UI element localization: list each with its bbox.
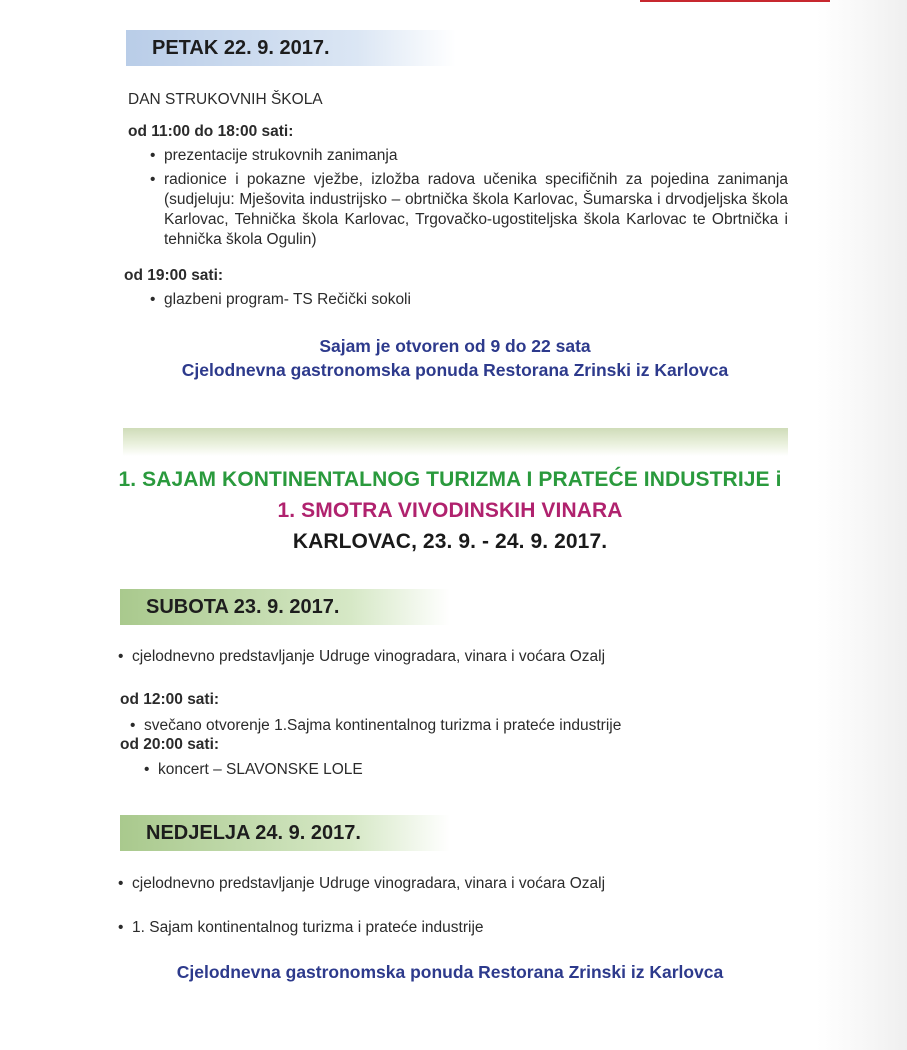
event-title-line1: 1. SAJAM KONTINENTALNOG TURIZMA I PRATEĆE INDUSTRIJE i	[118, 468, 782, 491]
sunday-fair-item: • 1. Sajam kontinentalnog turizma i prateće industrije	[132, 918, 484, 938]
saturday-allday-item: • cjelodnevno predstavljanje Udruge vinogradara, vinara i voćara Ozalj	[132, 647, 605, 667]
event-title-line2: 1. SMOTRA VIVODINSKIH VINARA	[277, 499, 623, 522]
fair-hours: Sajam je otvoren od 9 do 22 sata	[319, 336, 591, 356]
friday-slot1-item: • prezentacije strukovnih zanimanja	[164, 146, 397, 166]
sunday-allday-item: • cjelodnevno predstavljanje Udruge vinogradara, vinara i voćara Ozalj	[132, 874, 605, 894]
friday-date-band	[126, 30, 456, 66]
friday-slot2-time: od 19:00 sati:	[124, 267, 224, 284]
sunday-gastro: Cjelodnevna gastronomska ponuda Restorana Zrinski iz Karlovca	[176, 962, 724, 982]
saturday-date-band	[120, 589, 450, 625]
page-edge-shadow	[817, 0, 907, 1050]
event-title-line3: KARLOVAC, 23. 9. - 24. 9. 2017.	[292, 530, 608, 553]
saturday-date: SUBOTA 23. 9. 2017.	[146, 596, 340, 618]
section-divider	[123, 428, 788, 456]
friday-title: DAN STRUKOVNIH ŠKOLA	[128, 91, 323, 108]
friday-slot1-time: od 11:00 do 18:00 sati:	[128, 123, 294, 140]
top-accent-line	[640, 0, 830, 2]
sunday-date: NEDJELJA 24. 9. 2017.	[146, 822, 361, 844]
saturday-slot2-time: od 20:00 sati:	[120, 736, 220, 753]
saturday-slot1-item: • svečano otvorenje 1.Sajma kontinentalnog turizma i prateće industrije	[144, 716, 621, 736]
friday-gastro: Cjelodnevna gastronomska ponuda Restorana Zrinski iz Karlovca	[181, 360, 729, 380]
friday-slot1-item: • radionice i pokazne vježbe, izložba radova učenika specifičnih za pojedina zanimanja (sudjeluju: Mješovita industrijsko – obrtnička škola Karlovac, Šumarska i drvodjeljska škola Karlovac, Tehnička škola Karlovac, Trgovačko-ugostiteljska škola Karlovac te Obrtnička i tehnička škola Ogulin)	[164, 170, 788, 250]
saturday-slot1-time: od 12:00 sati:	[120, 691, 220, 708]
sunday-date-band	[120, 815, 450, 851]
saturday-slot2-item: • koncert – SLAVONSKE LOLE	[158, 760, 363, 780]
friday-date: PETAK 22. 9. 2017.	[152, 37, 330, 59]
friday-slot2-item: • glazbeni program- TS Rečički sokoli	[164, 290, 411, 310]
